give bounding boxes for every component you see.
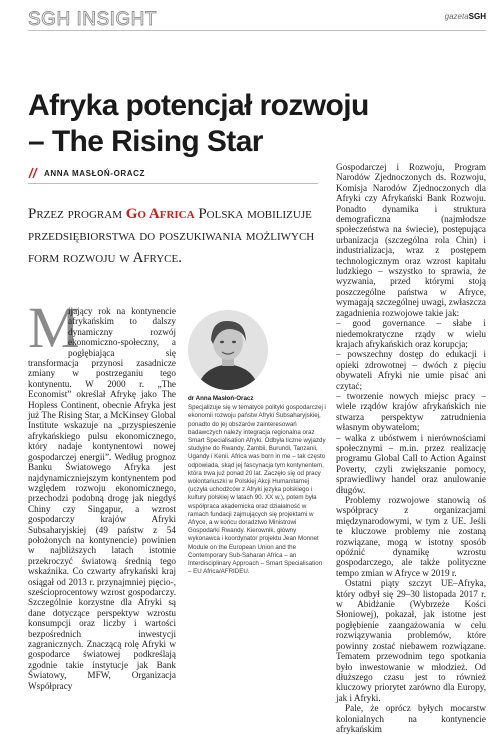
publication-logo	[445, 12, 486, 22]
article-lead	[28, 203, 318, 269]
list-item: – powszechny dostęp do edukacji i opieki zdrowotnej – dwóch z pięciu obywateli Afryki nie umie pisać ani czytać;	[336, 349, 486, 391]
lead-before: Przez program	[28, 206, 126, 222]
body-paragraph: Problemy rozwojowe stanowią oś współpracy z organizacjami międzynarodowymi, w tym z UE. Jeśli te kluczowe problemy nie zostaną rozwiązane, mogą w istotny sposób opóźnić dynamikę wzrostu gospodarczego, ale także polityczne tempo zmian w Afryce w 2019 r.	[336, 495, 486, 578]
list-item: – tworzenie nowych miejsc pracy – wiele rządów krajów afrykańskich nie stwarza perspektyw zatrudnienia własnym obywatelom;	[336, 390, 486, 433]
drop-cap: M	[28, 295, 80, 360]
brand-suffix: SGH	[468, 12, 486, 21]
lead-after: Polska mobilizuje przedsiębiorstwa do poszukiwania możliwych form rozwoju w Afryce.	[28, 206, 315, 266]
byline	[28, 168, 318, 180]
article-title	[28, 88, 488, 160]
byline-slash-icon	[28, 167, 39, 179]
body-column-right	[336, 162, 486, 734]
page-header	[28, 8, 486, 32]
title-line-1: Afryka potencjał rozwoju	[28, 89, 369, 122]
bio-name: dr Anna Masłoń-Oracz	[188, 395, 254, 402]
body-paragraph: Gospodarczej i Rozwoju, Program Narodów Zjednoczonych ds. Rozwoju, Komisja Narodów Zjednoczonych dla Afryki czy Afrykański Bank Rozwoju. Ponadto dynamika i struktura demograficzna (najmłodsze społeczeństwa na świecie), postępująca urbanizacja (szczególna rola Chin) i industrializacja, wraz z postępem technologicznym oraz wzrost kapitału ludzkiego – wszystko to sprawia, że wyzwania, przed którymi stoją poszczególne państwa w Afryce, wymagają szczególnej uwagi, zwłaszcza zagadnienia rozwojowe takie jak:	[336, 162, 486, 318]
author-portrait	[188, 310, 268, 390]
body-column-left	[28, 306, 176, 691]
list-item: – good governance – słabe i niedemokratyczne rządy w wielu krajach afrykańskich oraz korupcja;	[336, 318, 486, 349]
header-rule	[28, 30, 486, 31]
section-label: SGH INSIGHT	[28, 9, 158, 30]
lead-highlight: Go Africa	[125, 206, 195, 222]
title-line-2: – The Rising Star	[28, 125, 263, 158]
body-paragraph: ijający rok na kontynencie afrykańskim to dalszy dynamiczny rozwój ekonomiczno-społeczny, a pogłębiająca się transformacja przynosi zasadnicze zmiany w postrzeganiu tego kontynentu. W 2000 r. „The Economist” określał Afrykę jako The Hopless Continent, obecnie Afryka jest już The Rising Star, a McKinsey Global Institute wskazuje na „przyspieszenie afrykańskiego pulsu ekonomicznego, który nadaje kontynentowi nowej gospodarczej energii”. Według prognoz Banku Światowego Afryka jest najdynamiczniejszym kontynentem pod względem rozwoju ekonomicznego, przechodzi podobną drogę jak niegdyś Chiny czy Singapur, a wzrost gospodarczy krajów Afryki Subsaharyjskiej (49 państw z 54 położonych na kontynencie) powinien w najbliższych latach istotnie przekroczyć światową średnią tego wskaźnika. Co czwarty afrykański kraj osiągał od 2013 r. przynajmniej pięcio-, sześcioprocentowy wzrost gospodarczy. Szczególnie korzystne dla Afryki są dane dotyczące perspektyw wzrostu konsumpcji oraz liczby i wartości bezpośrednich inwestycji zagranicznych. Znaczącą rolę Afryki w gospodarce światowej podkreślają zgodnie takie instytucje jak Bank Światowy, MFW, Organizacja Współpracy	[28, 306, 176, 691]
list-item: – walka z ubóstwem i nierównościami społecznymi – m.in. przez realizację programu Global Call to Action Against Poverty, czyli zwiększanie pomocy, sprawiedliwy handel oraz anulowanie długów.	[336, 432, 486, 495]
bio-text: Specjalizuje się w tematyce polityki gospodarczej i ekonomii rozwoju państw Afryki Subsaharyjskiej, ponadto do jej obszarów zainteresowań badawczych należy integracja regionalna oraz Smart Specialisation Afryki. Odbyła liczne wyjazdy studyjne do Rwandy, Zambii, Burundi, Tanzanii, Ugandy i Kenii. Africa was born in me – tak często odpowiada, skąd jej fascynacja tym kontynentem, która trwa już ponad 20 lat. Zaczęło się od pracy wolontariuszki w Polskiej Akcji Humanitarnej (uczyła uchodźców z Afryki języka polskiego i kultury polskiej w latach 90. XX w.), potem była współpraca akademicka oraz działalność w ramach fundacji zajmujących się projektami w Afryce, a w końcu doradztwo Ministrowi Gospodarki Rwandy. Kierownik, główny wykonawca i koordynator projektu Jean Monnet Module on the European Union and the Contemporary Sub-Saharan Africa – an Interdisciplinary Approach – Smart Specialisation – EU Africa/AFRIDEU.	[188, 404, 326, 576]
bullet-list	[336, 318, 486, 495]
body-paragraph: Ostatni piąty szczyt UE–Afryka, który odbył się 29–30 listopada 2017 r. w Abidżanie (Wybrzeże Kości Słoniowej), pokazał, jak istotne jest pogłębienie zaangażowania w celu rozwiązywania problemów, które powinny zostać niebawem rozwiązane. Tematem przewodnim tego spotkania było inwestowanie w młodzież. Od dłuższego czasu jest to również kluczowy priorytet zarówno dla Europy, jak i Afryki.	[336, 578, 486, 703]
byline-rule	[28, 183, 318, 184]
body-paragraph: Pale, że oprócz byłych mocarstw kolonialnych na kontynencie afrykańskim	[336, 703, 486, 734]
brand-prefix: gazeta	[444, 12, 469, 21]
author-bio	[188, 395, 326, 576]
author-name: ANNA MASŁOŃ-ORACZ	[44, 169, 146, 178]
